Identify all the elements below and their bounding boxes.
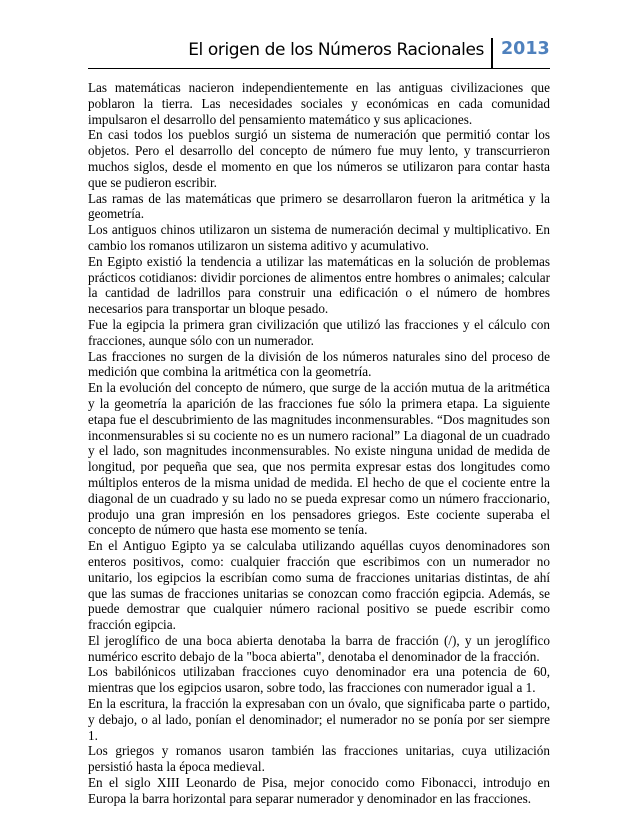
paragraph: En el siglo XIII Leonardo de Pisa, mejor conocido como Fibonacci, introdujo en Europa la barra horizontal para separar numerador y denominador en las fracciones. bbox=[88, 775, 550, 806]
paragraph: En la escritura, la fracción la expresaban con un óvalo, que significaba parte o partido, y debajo, o al lado, ponían el denominador; el numerador no se ponía por ser siempre 1. bbox=[88, 696, 550, 743]
paragraph: Las ramas de las matemáticas que primero se desarrollaron fueron la aritmética y la geometría. bbox=[88, 190, 550, 222]
paragraph: Fue la egipcia la primera gran civilización que utilizó las fracciones y el cálculo con fracciones, aunque sólo con un numerador. bbox=[88, 316, 550, 348]
paragraph: Las fracciones no surgen de la división de los números naturales sino del proceso de medición que combina la aritmética con la geometría. bbox=[88, 348, 550, 380]
paragraph: En Egipto existió la tendencia a utilizar las matemáticas en la solución de problemas prácticos cotidianos: dividir porciones de alimentos entre hombres o animales; calcular la cantidad de ladrillos para construir una edificación o el número de hombres necesarios para transportar un bloque pesado. bbox=[88, 253, 550, 317]
paragraph: En el Antiguo Egipto ya se calculaba utilizando aquéllas cuyos denominadores son enteros positivos, como: cualquier fracción que escribimos con un numerador no unitario, los egipcios la escribían como suma de fracciones unitarias distintas, de ahí que las sumas de fracciones unitarias se conozcan como fracción egipcia. Además, se puede demostrar que cualquier número racional positivo se puede escribir como fracción egipcia. bbox=[88, 538, 550, 633]
header-year: 2013 bbox=[501, 39, 550, 59]
paragraph: Las matemáticas nacieron independientemente en las antiguas civilizaciones que poblaron la tierra. Las necesidades sociales y económicas en cada comunidad impulsaron el desarrollo del pensamiento matemático y sus aplicaciones. bbox=[88, 80, 550, 127]
paragraph: El jeroglífico de una boca abierta denotaba la barra de fracción (/), y un jeroglífico numérico escrito debajo de la "boca abierta", denotaba el denominador de la fracción. bbox=[88, 632, 550, 664]
document-body bbox=[88, 80, 550, 807]
paragraph: En casi todos los pueblos surgió un sistema de numeración que permitió contar los objetos. Pero el desarrollo del concepto de número fue muy lento, y transcurrieron muchos siglos, desde el momento en que los números se utilizaron para contar hasta que se pudieron escribir. bbox=[88, 127, 550, 190]
header-separator bbox=[491, 38, 493, 68]
page-header bbox=[88, 38, 550, 69]
paragraph: Los babilónicos utilizaban fracciones cuyo denominador era una potencia de 60, mientras que los egipcios usaron, sobre todo, las fracciones con numerador igual a 1. bbox=[88, 664, 550, 696]
paragraph: Los antiguos chinos utilizaron un sistema de numeración decimal y multiplicativo. En cambio los romanos utilizaron un sistema aditivo y acumulativo. bbox=[88, 222, 550, 253]
document-title: El origen de los Números Racionales bbox=[188, 40, 484, 60]
paragraph: Los griegos y romanos usaron también las fracciones unitarias, cuya utilización persistió hasta la época medieval. bbox=[88, 743, 550, 775]
paragraph: En la evolución del concepto de número, que surge de la acción mutua de la aritmética y la geometría la aparición de las fracciones fue sólo la primera etapa. La siguiente etapa fue el descubrimiento de las magnitudes inconmensurables. “Dos magnitudes son inconmensurables si su cociente no es un numero racional” La diagonal de un cuadrado y el lado, son magnitudes inconmensurables. No existe ninguna unidad de medida de longitud, por pequeña que sea, que nos permita expresar estas dos longitudes como múltiplos enteros de la misma unidad de medida. El hecho de que el cociente entre la diagonal de un cuadrado y su lado no se pueda expresar como un número fraccionario, produjo una gran impresión en los pensadores griegos. Este cociente superaba el concepto de número que hasta ese momento se tenía. bbox=[88, 380, 550, 538]
